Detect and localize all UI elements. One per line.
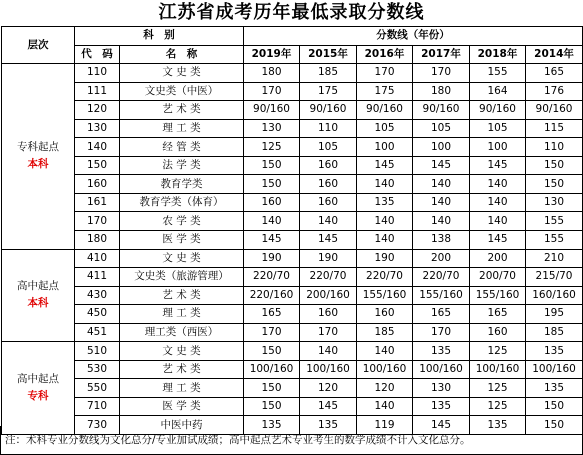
name-cell: 经 管 类 xyxy=(120,138,244,157)
name-cell: 中医中药 xyxy=(120,416,244,435)
code-cell: 411 xyxy=(75,268,120,287)
code-cell: 710 xyxy=(75,397,120,416)
code-cell: 451 xyxy=(75,323,120,342)
name-cell: 理工类（西医） xyxy=(120,323,244,342)
score-cell: 170 xyxy=(244,323,300,342)
score-cell: 140 xyxy=(413,193,470,212)
code-cell: 111 xyxy=(75,82,120,101)
score-cell: 160 xyxy=(357,305,413,324)
table-row xyxy=(2,231,583,250)
score-cell: 90/160 xyxy=(357,101,413,120)
code-cell: 150 xyxy=(75,156,120,175)
score-cell: 220/70 xyxy=(357,268,413,287)
name-cell: 理 工 类 xyxy=(120,379,244,398)
score-cell: 100/160 xyxy=(300,360,357,379)
score-cell: 155 xyxy=(470,64,526,83)
score-cell: 155/160 xyxy=(413,286,470,305)
name-cell: 文史类（中医） xyxy=(120,82,244,101)
score-cell: 120 xyxy=(357,379,413,398)
table-row xyxy=(2,268,583,287)
score-cell: 145 xyxy=(357,156,413,175)
score-cell: 165 xyxy=(244,305,300,324)
score-cell: 180 xyxy=(244,64,300,83)
score-cell: 100/160 xyxy=(357,360,413,379)
score-cell: 145 xyxy=(470,231,526,250)
score-cell: 200 xyxy=(470,249,526,268)
score-cell: 170 xyxy=(300,323,357,342)
score-cell: 165 xyxy=(470,305,526,324)
score-cell: 90/160 xyxy=(300,101,357,120)
code-cell: 510 xyxy=(75,342,120,361)
score-cell: 220/70 xyxy=(300,268,357,287)
score-cell: 150 xyxy=(526,175,583,194)
table-row xyxy=(2,156,583,175)
score-cell: 150 xyxy=(244,156,300,175)
score-cell: 110 xyxy=(526,138,583,157)
score-cell: 90/160 xyxy=(470,101,526,120)
score-cell: 105 xyxy=(300,138,357,157)
score-cell: 140 xyxy=(357,397,413,416)
score-cell: 140 xyxy=(357,342,413,361)
score-cell: 160 xyxy=(300,305,357,324)
table-row xyxy=(2,360,583,379)
name-cell: 文史类（旅游管理） xyxy=(120,268,244,287)
score-cell: 195 xyxy=(526,305,583,324)
score-cell: 200/70 xyxy=(470,268,526,287)
score-cell: 125 xyxy=(470,379,526,398)
score-cell: 160/160 xyxy=(526,286,583,305)
score-cell: 130 xyxy=(244,119,300,138)
table-row xyxy=(2,138,583,157)
score-cell: 100/160 xyxy=(470,360,526,379)
score-cell: 170 xyxy=(413,64,470,83)
score-cell: 140 xyxy=(470,175,526,194)
score-cell: 180 xyxy=(413,82,470,101)
score-cell: 135 xyxy=(357,193,413,212)
score-cell: 176 xyxy=(526,82,583,101)
score-cell: 100 xyxy=(413,138,470,157)
score-cell: 140 xyxy=(470,212,526,231)
score-cell: 185 xyxy=(357,323,413,342)
year-header: 2019年 xyxy=(244,45,300,64)
level-cell xyxy=(2,249,75,342)
score-cell: 125 xyxy=(244,138,300,157)
name-cell: 医 学 类 xyxy=(120,397,244,416)
table-row xyxy=(2,82,583,101)
name-cell: 理 工 类 xyxy=(120,305,244,324)
score-cell: 215/70 xyxy=(526,268,583,287)
code-cell: 450 xyxy=(75,305,120,324)
score-cell: 190 xyxy=(300,249,357,268)
code-cell: 530 xyxy=(75,360,120,379)
score-cell: 145 xyxy=(413,156,470,175)
score-cell: 145 xyxy=(413,416,470,435)
score-cell: 150 xyxy=(526,397,583,416)
score-cell: 100/160 xyxy=(526,360,583,379)
score-cell: 119 xyxy=(357,416,413,435)
score-cell: 145 xyxy=(300,231,357,250)
code-cell: 430 xyxy=(75,286,120,305)
score-cell: 145 xyxy=(300,397,357,416)
score-cell: 100 xyxy=(357,138,413,157)
score-cell: 200 xyxy=(413,249,470,268)
score-cell: 145 xyxy=(244,231,300,250)
level-label: 专科起点 xyxy=(17,141,59,154)
name-cell: 医 学 类 xyxy=(120,231,244,250)
table-row xyxy=(2,212,583,231)
score-cell: 140 xyxy=(413,175,470,194)
name-cell: 农 学 类 xyxy=(120,212,244,231)
table-row xyxy=(2,101,583,120)
score-cell: 170 xyxy=(357,64,413,83)
name-cell: 教育学类 xyxy=(120,175,244,194)
score-cell: 155 xyxy=(526,212,583,231)
score-cell: 135 xyxy=(413,397,470,416)
score-cell: 140 xyxy=(244,212,300,231)
name-cell: 理 工 类 xyxy=(120,119,244,138)
table-row xyxy=(2,305,583,324)
year-header: 2017年 xyxy=(413,45,470,64)
score-cell: 160 xyxy=(300,175,357,194)
name-cell: 艺 术 类 xyxy=(120,286,244,305)
score-cell: 115 xyxy=(526,119,583,138)
score-cell: 145 xyxy=(470,156,526,175)
score-cell: 100/160 xyxy=(413,360,470,379)
code-cell: 730 xyxy=(75,416,120,435)
score-cell: 90/160 xyxy=(244,101,300,120)
score-cell: 135 xyxy=(470,416,526,435)
score-cell: 175 xyxy=(357,82,413,101)
score-cell: 150 xyxy=(244,342,300,361)
name-cell: 文 史 类 xyxy=(120,342,244,361)
score-cell: 105 xyxy=(413,119,470,138)
name-cell: 文 史 类 xyxy=(120,64,244,83)
score-cell: 150 xyxy=(244,175,300,194)
score-cell: 190 xyxy=(244,249,300,268)
score-cell: 140 xyxy=(357,231,413,250)
table-row xyxy=(2,323,583,342)
table-row xyxy=(2,342,583,361)
year-header: 2014年 xyxy=(526,45,583,64)
score-cell: 160 xyxy=(244,193,300,212)
score-cell: 140 xyxy=(300,342,357,361)
table-row xyxy=(2,175,583,194)
score-cell: 90/160 xyxy=(413,101,470,120)
year-header: 2018年 xyxy=(470,45,526,64)
code-cell: 110 xyxy=(75,64,120,83)
score-cell: 140 xyxy=(413,212,470,231)
score-cell: 140 xyxy=(300,212,357,231)
score-cell: 155/160 xyxy=(357,286,413,305)
name-cell: 文 史 类 xyxy=(120,249,244,268)
code-header: 代 码 xyxy=(75,45,120,64)
score-cell: 150 xyxy=(526,416,583,435)
score-cell: 165 xyxy=(526,64,583,83)
score-cell: 135 xyxy=(244,416,300,435)
score-cell: 220/160 xyxy=(244,286,300,305)
score-cell: 155/160 xyxy=(470,286,526,305)
score-cell: 200/160 xyxy=(300,286,357,305)
score-cell: 135 xyxy=(526,342,583,361)
score-cell: 175 xyxy=(300,82,357,101)
name-header: 名 称 xyxy=(120,45,244,64)
score-cell: 110 xyxy=(300,119,357,138)
score-cell: 220/70 xyxy=(413,268,470,287)
table-row xyxy=(2,119,583,138)
code-cell: 160 xyxy=(75,175,120,194)
score-cell: 140 xyxy=(357,212,413,231)
table-row xyxy=(2,249,583,268)
code-cell: 161 xyxy=(75,193,120,212)
score-cell: 135 xyxy=(413,342,470,361)
level-label: 高中起点 xyxy=(17,373,59,386)
score-cell: 185 xyxy=(526,323,583,342)
code-cell: 120 xyxy=(75,101,120,120)
score-cell: 100/160 xyxy=(244,360,300,379)
table-row xyxy=(2,397,583,416)
score-cell: 155 xyxy=(526,231,583,250)
level-header: 层次 xyxy=(2,27,75,64)
level-label: 高中起点 xyxy=(17,280,59,293)
table-row xyxy=(2,379,583,398)
level-type-label: 本科 xyxy=(27,297,49,310)
year-header: 2016年 xyxy=(357,45,413,64)
score-cell: 125 xyxy=(470,342,526,361)
score-cell: 150 xyxy=(244,379,300,398)
score-cell: 130 xyxy=(526,193,583,212)
footnote: 注：术科专业分数线为文化总分/专业加试成绩；高中起点艺术专业考生的数学成绩不计入文化总分。 xyxy=(0,426,583,455)
level-cell xyxy=(2,64,75,249)
level-type-label: 专科 xyxy=(27,390,49,403)
year-header: 2015年 xyxy=(300,45,357,64)
score-cell: 164 xyxy=(470,82,526,101)
level-cell xyxy=(2,342,75,435)
score-cell: 90/160 xyxy=(526,101,583,120)
page-title: 江苏省成考历年最低录取分数线 xyxy=(158,2,425,23)
subject-header: 科 别 xyxy=(75,27,244,46)
score-group-header: 分数线（年份） xyxy=(244,27,583,46)
score-cell: 165 xyxy=(413,305,470,324)
score-cell: 140 xyxy=(470,193,526,212)
score-cell: 150 xyxy=(526,156,583,175)
score-cell: 220/70 xyxy=(244,268,300,287)
score-cell: 135 xyxy=(526,379,583,398)
score-cell: 125 xyxy=(470,397,526,416)
code-cell: 410 xyxy=(75,249,120,268)
score-table-body xyxy=(2,64,583,435)
score-cell: 105 xyxy=(357,119,413,138)
score-cell: 210 xyxy=(526,249,583,268)
score-cell: 100 xyxy=(470,138,526,157)
score-cell: 105 xyxy=(470,119,526,138)
score-cell: 138 xyxy=(413,231,470,250)
score-cell: 190 xyxy=(357,249,413,268)
code-cell: 180 xyxy=(75,231,120,250)
table-row xyxy=(2,286,583,305)
score-cell: 160 xyxy=(470,323,526,342)
code-cell: 550 xyxy=(75,379,120,398)
score-cell: 170 xyxy=(244,82,300,101)
score-cell: 135 xyxy=(300,416,357,435)
score-cell: 160 xyxy=(300,193,357,212)
table-row xyxy=(2,193,583,212)
score-cell: 130 xyxy=(413,379,470,398)
score-cell: 170 xyxy=(413,323,470,342)
name-cell: 法 学 类 xyxy=(120,156,244,175)
code-cell: 130 xyxy=(75,119,120,138)
table-row xyxy=(2,64,583,83)
score-cell: 140 xyxy=(357,175,413,194)
code-cell: 170 xyxy=(75,212,120,231)
code-cell: 140 xyxy=(75,138,120,157)
score-table xyxy=(1,26,583,435)
score-cell: 120 xyxy=(300,379,357,398)
name-cell: 艺 术 类 xyxy=(120,101,244,120)
level-type-label: 本科 xyxy=(27,158,49,171)
name-cell: 艺 术 类 xyxy=(120,360,244,379)
name-cell: 教育学类（体育） xyxy=(120,193,244,212)
score-cell: 160 xyxy=(300,156,357,175)
score-cell: 150 xyxy=(244,397,300,416)
score-cell: 185 xyxy=(300,64,357,83)
